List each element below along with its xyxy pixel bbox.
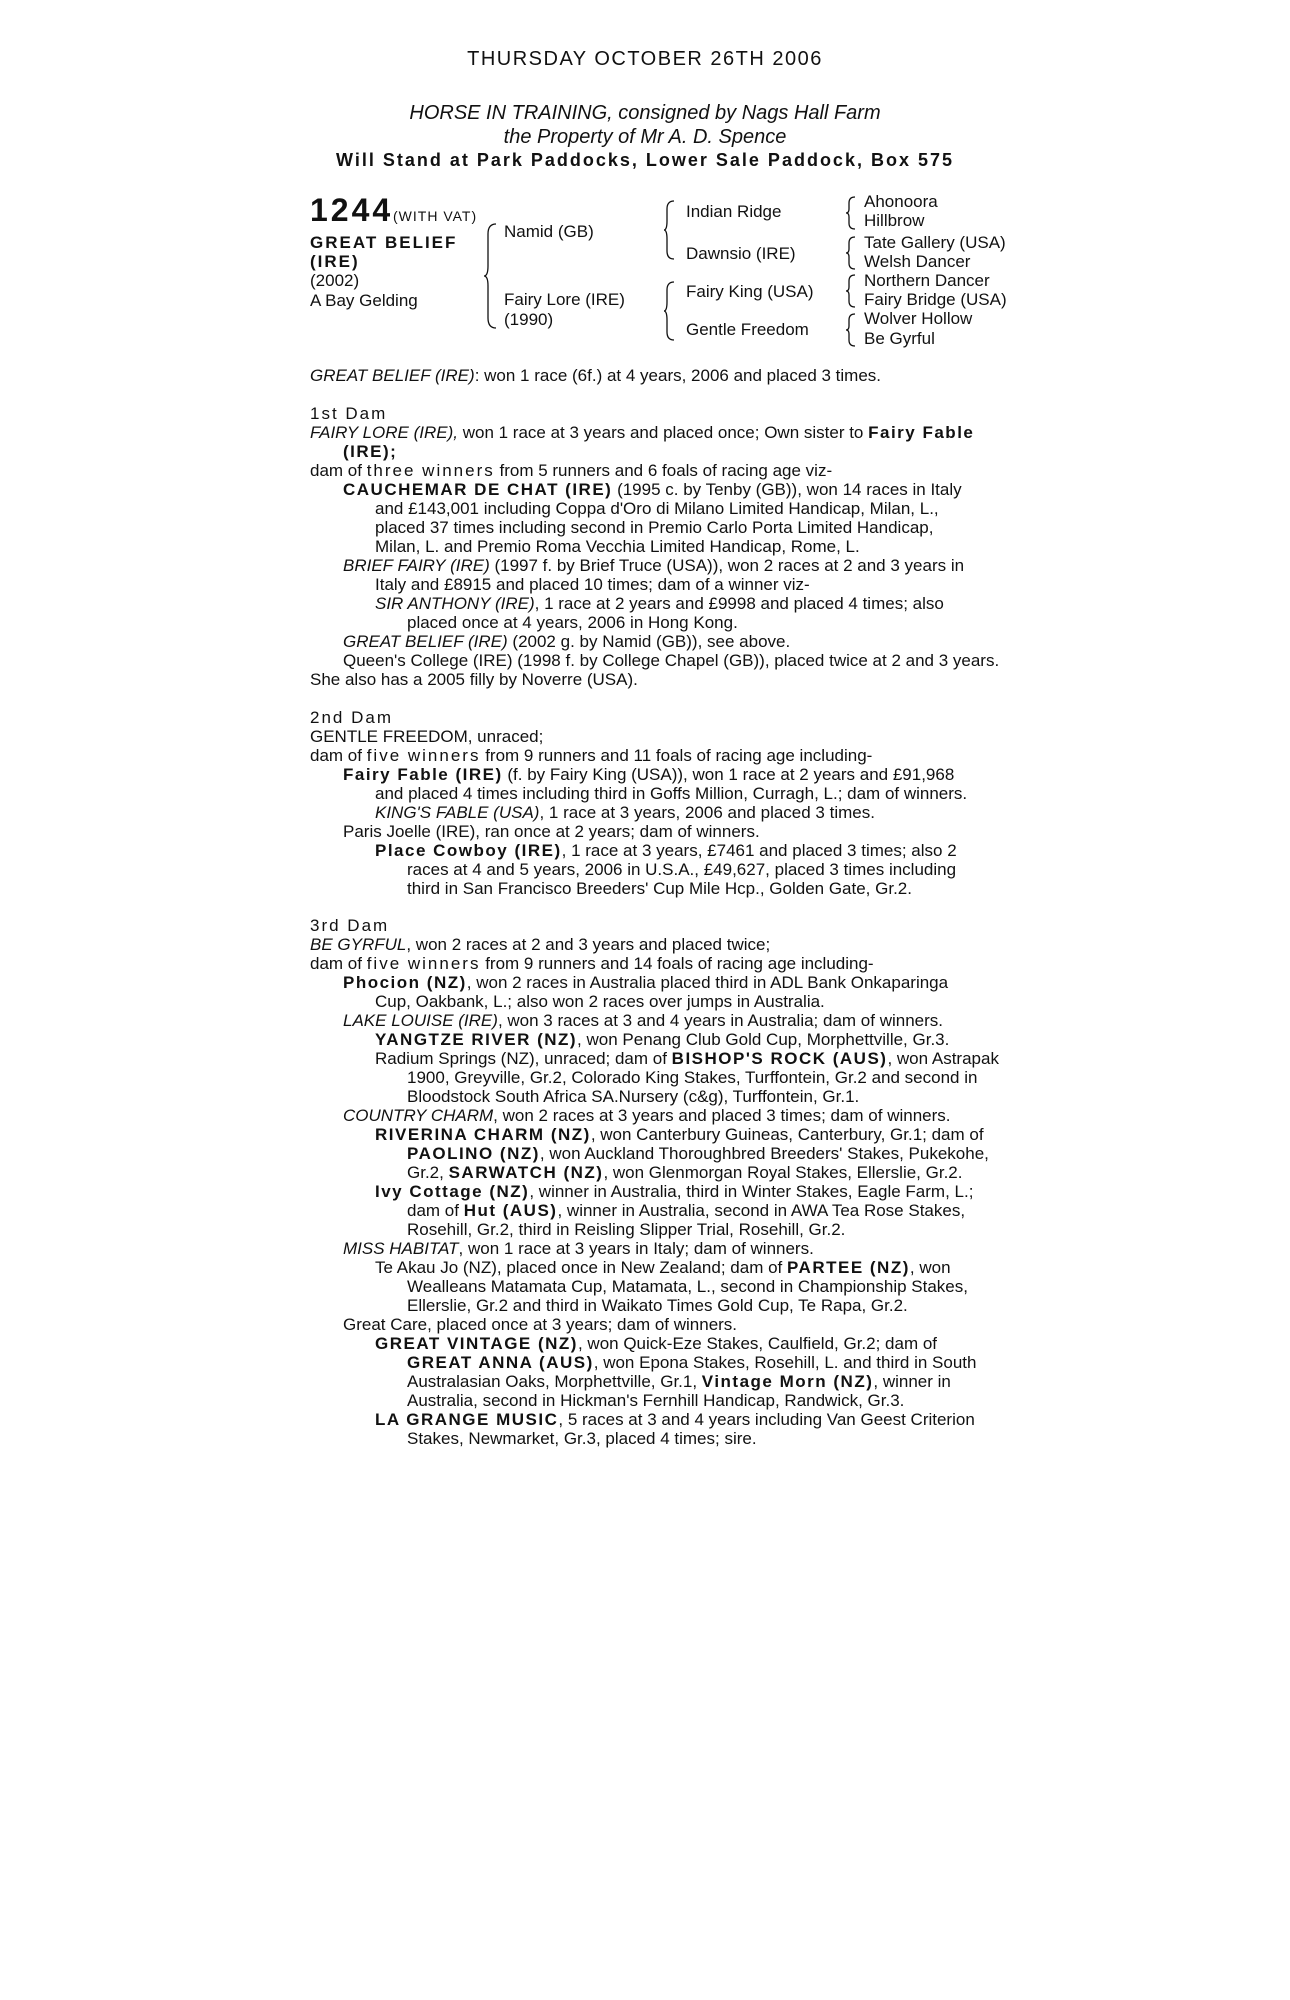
first-dam-line — [343, 442, 397, 461]
first-dam-line: and £143,001 including Coppa d'Oro di Milano Limited Handicap, Milan, L., — [375, 499, 939, 518]
third-dam-line — [407, 1372, 951, 1391]
third-dam-line — [375, 1258, 951, 1277]
second-dam-line — [375, 841, 957, 860]
text-run: (1995 c. by Tenby (GB)), won 14 races in Italy — [612, 480, 962, 499]
stabling-line: Will Stand at Park Paddocks, Lower Sale Paddock, Box 575 — [335, 150, 954, 170]
third-dam-line: Rosehill, Gr.2, third in Reisling Slipper Trial, Rosehill, Gr.2. — [407, 1220, 846, 1239]
third-dam-line — [375, 1030, 949, 1049]
pedigree-bracket-sire — [664, 199, 676, 261]
third-dam-heading: 3rd Dam — [310, 916, 390, 935]
third-dam-line — [343, 973, 948, 992]
text-run: GREAT VINTAGE (NZ) — [375, 1334, 578, 1353]
pedigree-bracket-g3 — [846, 273, 856, 309]
text-run: , won — [909, 1258, 951, 1277]
text-run: (f. by Fairy King (USA)), won 1 race at 2 years and £91,968 — [502, 765, 955, 784]
sale-date: THURSDAY OCTOBER 26TH 2006 — [467, 48, 823, 70]
text-run: Fairy Fable — [868, 423, 975, 442]
text-run: MISS HABITAT — [343, 1239, 459, 1258]
text-run: Vintage Morn (NZ) — [701, 1372, 874, 1391]
text-run: CAUCHEMAR DE CHAT (IRE) — [343, 480, 613, 499]
third-dam-line — [343, 1239, 814, 1258]
pedigree-dam: Fairy Lore (IRE) — [504, 290, 625, 309]
third-dam-line — [375, 1334, 937, 1353]
text-run: , winner in Australia, third in Winter Stakes, Eagle Farm, L.; — [529, 1182, 974, 1201]
lot-vat: (WITH VAT) — [393, 208, 478, 224]
third-dam-line — [343, 1011, 943, 1030]
third-dam-line — [310, 954, 874, 973]
text-run: , won 2 races at 2 and 3 years and placed twice; — [406, 935, 771, 954]
text-run: PAOLINO (NZ) — [407, 1144, 540, 1163]
first-dam-line: She also has a 2005 filly by Noverre (USA). — [310, 670, 638, 689]
text-run: Australasian Oaks, Morphettville, Gr.1, — [407, 1372, 702, 1391]
pedigree-g3-2: Hillbrow — [864, 211, 925, 230]
pedigree-sire-sire: Indian Ridge — [686, 202, 782, 221]
text-run: KING'S FABLE (USA) — [375, 803, 540, 822]
text-run: LAKE LOUISE (IRE) — [343, 1011, 498, 1030]
text-run: Gr.2, — [407, 1163, 449, 1182]
text-run: RIVERINA CHARM (NZ) — [375, 1125, 591, 1144]
first-dam-line: Italy and £8915 and placed 10 times; dam of a winner viz- — [375, 575, 810, 594]
pedigree-bracket-main — [484, 222, 498, 330]
text-run: from 9 runners and 14 foals of racing age including- — [480, 954, 874, 973]
second-dam-line: and placed 4 times including third in Goffs Million, Curragh, L.; dam of winners. — [375, 784, 968, 803]
text-run: Place Cowboy (IRE) — [375, 841, 562, 860]
pedigree-sire-dam: Dawnsio (IRE) — [686, 244, 796, 263]
text-run: Hut (AUS) — [463, 1201, 558, 1220]
text-run: dam of — [310, 954, 367, 973]
text-run: FAIRY LORE (IRE), — [310, 423, 458, 442]
text-run: BE GYRFUL — [310, 935, 407, 954]
third-dam-line: Australia, second in Hickman's Fernhill Handicap, Randwick, Gr.3. — [407, 1391, 905, 1410]
text-run: , won Astrapak — [887, 1049, 999, 1068]
third-dam-line: Great Care, placed once at 3 years; dam of winners. — [343, 1315, 738, 1334]
third-dam-line: 1900, Greyville, Gr.2, Colorado King Stakes, Turffontein, Gr.2 and second in — [407, 1068, 978, 1087]
third-dam-line — [375, 1049, 999, 1068]
third-dam-line — [343, 1106, 951, 1125]
pedigree-bracket-g1 — [846, 195, 856, 231]
first-dam-line — [343, 556, 964, 575]
owner-line: the Property of Mr A. D. Spence — [503, 126, 787, 148]
second-dam-line — [375, 803, 875, 822]
third-dam-line: Cup, Oakbank, L.; also won 2 races over jumps in Australia. — [375, 992, 825, 1011]
text-run: PARTEE (NZ) — [786, 1258, 910, 1277]
third-dam-line: Bloodstock South Africa SA.Nursery (c&g), Turffontein, Gr.1. — [407, 1087, 860, 1106]
text-run: , won Quick-Eze Stakes, Caulfield, Gr.2; dam of — [577, 1334, 938, 1353]
text-run: , won Glenmorgan Royal Stakes, Ellerslie, Gr.2. — [603, 1163, 963, 1182]
third-dam-line — [310, 935, 770, 954]
consignment-line: HORSE IN TRAINING, consigned by Nags Hall Farm — [409, 102, 881, 124]
text-run: , won Auckland Thoroughbred Breeders' Stakes, Pukekohe, — [539, 1144, 989, 1163]
text-run: , 1 race at 3 years, £7461 and placed 3 times; also 2 — [561, 841, 957, 860]
horse-description: A Bay Gelding — [310, 291, 418, 310]
third-dam-line: Wealleans Matamata Cup, Matamata, L., second in Championship Stakes, — [407, 1277, 968, 1296]
text-run: dam of — [407, 1201, 464, 1220]
text-run: Phocion (NZ) — [343, 973, 467, 992]
text-run: BRIEF FAIRY (IRE) — [343, 556, 490, 575]
text-run: , winner in — [873, 1372, 951, 1391]
text-run: (1997 f. by Brief Truce (USA)), won 2 races at 2 and 3 years in — [489, 556, 965, 575]
third-dam-line: Stakes, Newmarket, Gr.3, placed 4 times; sire. — [407, 1429, 757, 1448]
second-dam-line: GENTLE FREEDOM, unraced; — [310, 727, 544, 746]
text-run: (2002 g. by Namid (GB)), see above. — [507, 632, 791, 651]
text-run: , won 3 races at 3 and 4 years in Australia; dam of winners. — [497, 1011, 944, 1030]
first-dam-line: placed once at 4 years, 2006 in Hong Kong. — [407, 613, 738, 632]
lot-number: 1244 — [310, 192, 394, 228]
text-run: LA GRANGE MUSIC — [375, 1410, 559, 1429]
text-run: GREAT ANNA (AUS) — [407, 1353, 594, 1372]
text-run: Te Akau Jo (NZ), placed once in New Zealand; dam of — [375, 1258, 787, 1277]
race-summary — [310, 366, 881, 385]
text-run: , 1 race at 2 years and £9998 and placed 4 times; also — [534, 594, 944, 613]
pedigree-dam-sire: Fairy King (USA) — [686, 282, 814, 301]
text-run: BISHOP'S ROCK (AUS) — [671, 1049, 888, 1068]
text-run: Ivy Cottage (NZ) — [375, 1182, 530, 1201]
text-run: , won Epona Stakes, Rosehill, L. and third in South — [593, 1353, 977, 1372]
first-dam-line — [343, 632, 790, 651]
horse-name: GREAT BELIEF (IRE) — [310, 233, 458, 271]
text-run: Radium Springs (NZ), unraced; dam of — [375, 1049, 672, 1068]
text-run: from 9 runners and 11 foals of racing age including- — [480, 746, 873, 765]
text-run: COUNTRY CHARM — [343, 1106, 494, 1125]
text-run: three winners — [366, 461, 495, 480]
text-run: GREAT BELIEF (IRE) — [310, 366, 475, 385]
horse-year: (2002) — [310, 271, 360, 290]
pedigree-dam-dam: Gentle Freedom — [686, 320, 809, 339]
text-run: , won 1 race at 3 years in Italy; dam of winners. — [458, 1239, 814, 1258]
text-run: , won Penang Club Gold Cup, Morphettville, Gr.3. — [577, 1030, 950, 1049]
second-dam-line: races at 4 and 5 years, 2006 in U.S.A., £49,627, placed 3 times including — [407, 860, 957, 879]
pedigree-g3-4: Welsh Dancer — [864, 252, 971, 271]
text-run: GREAT BELIEF (IRE) — [343, 632, 508, 651]
third-dam-line — [407, 1353, 976, 1372]
text-run: SARWATCH (NZ) — [448, 1163, 604, 1182]
first-dam-line: Queen's College (IRE) (1998 f. by College Chapel (GB)), placed twice at 2 and 3 years. — [343, 651, 1000, 670]
text-run: SIR ANTHONY (IRE) — [375, 594, 535, 613]
third-dam-line: Ellerslie, Gr.2 and third in Waikato Times Gold Cup, Te Rapa, Gr.2. — [407, 1296, 908, 1315]
text-run: , won Canterbury Guineas, Canterbury, Gr.1; dam of — [590, 1125, 984, 1144]
pedigree-bracket-g2 — [846, 235, 856, 271]
pedigree-g3-1: Ahonoora — [864, 192, 938, 211]
pedigree-bracket-g4 — [846, 312, 856, 348]
text-run: won 1 race at 3 years and placed once; Own sister to — [458, 423, 869, 442]
third-dam-line — [407, 1163, 962, 1182]
pedigree-g3-6: Fairy Bridge (USA) — [864, 290, 1007, 309]
second-dam-line: third in San Francisco Breeders' Cup Mile Hcp., Golden Gate, Gr.2. — [407, 879, 912, 898]
third-dam-line — [407, 1201, 965, 1220]
text-run: dam of — [310, 461, 367, 480]
text-run: five winners — [366, 746, 481, 765]
second-dam-line — [310, 746, 872, 765]
text-run: Fairy Fable (IRE) — [343, 765, 503, 784]
pedigree-dam-year: (1990) — [504, 310, 554, 329]
third-dam-line — [375, 1125, 984, 1144]
pedigree-bracket-dam — [664, 280, 676, 342]
text-run: : won 1 race (6f.) at 4 years, 2006 and placed 3 times. — [474, 366, 882, 385]
text-run: , won 2 races in Australia placed third in ADL Bank Onkaparinga — [466, 973, 949, 992]
first-dam-line — [375, 594, 944, 613]
pedigree-g3-8: Be Gyrful — [864, 329, 935, 348]
pedigree-g3-7: Wolver Hollow — [864, 309, 973, 328]
second-dam-line: Paris Joelle (IRE), ran once at 2 years; dam of winners. — [343, 822, 760, 841]
text-run: , winner in Australia, second in AWA Tea Rose Stakes, — [557, 1201, 966, 1220]
first-dam-line — [310, 423, 974, 442]
text-run: , 1 race at 3 years, 2006 and placed 3 times. — [539, 803, 875, 822]
first-dam-line — [343, 480, 962, 499]
text-run: YANGTZE RIVER (NZ) — [375, 1030, 578, 1049]
second-dam-heading: 2nd Dam — [310, 708, 393, 727]
first-dam-line: placed 37 times including second in Premio Carlo Porta Limited Handicap, — [375, 518, 934, 537]
text-run: dam of — [310, 746, 367, 765]
third-dam-line — [375, 1410, 975, 1429]
text-run: five winners — [366, 954, 481, 973]
text-run: from 5 runners and 6 foals of racing age viz- — [494, 461, 833, 480]
text-run: (IRE); — [343, 442, 398, 461]
third-dam-line — [375, 1182, 973, 1201]
pedigree-g3-3: Tate Gallery (USA) — [864, 233, 1006, 252]
pedigree-g3-5: Northern Dancer — [864, 271, 990, 290]
pedigree-sire: Namid (GB) — [504, 222, 594, 241]
text-run: , won 2 races at 3 years and placed 3 times; dam of winners. — [493, 1106, 951, 1125]
text-run: , 5 races at 3 and 4 years including Van Geest Criterion — [558, 1410, 975, 1429]
second-dam-line — [343, 765, 954, 784]
first-dam-line: Milan, L. and Premio Roma Vecchia Limited Handicap, Rome, L. — [375, 537, 860, 556]
third-dam-line — [407, 1144, 989, 1163]
first-dam-line — [310, 461, 832, 480]
first-dam-heading: 1st Dam — [310, 404, 388, 423]
